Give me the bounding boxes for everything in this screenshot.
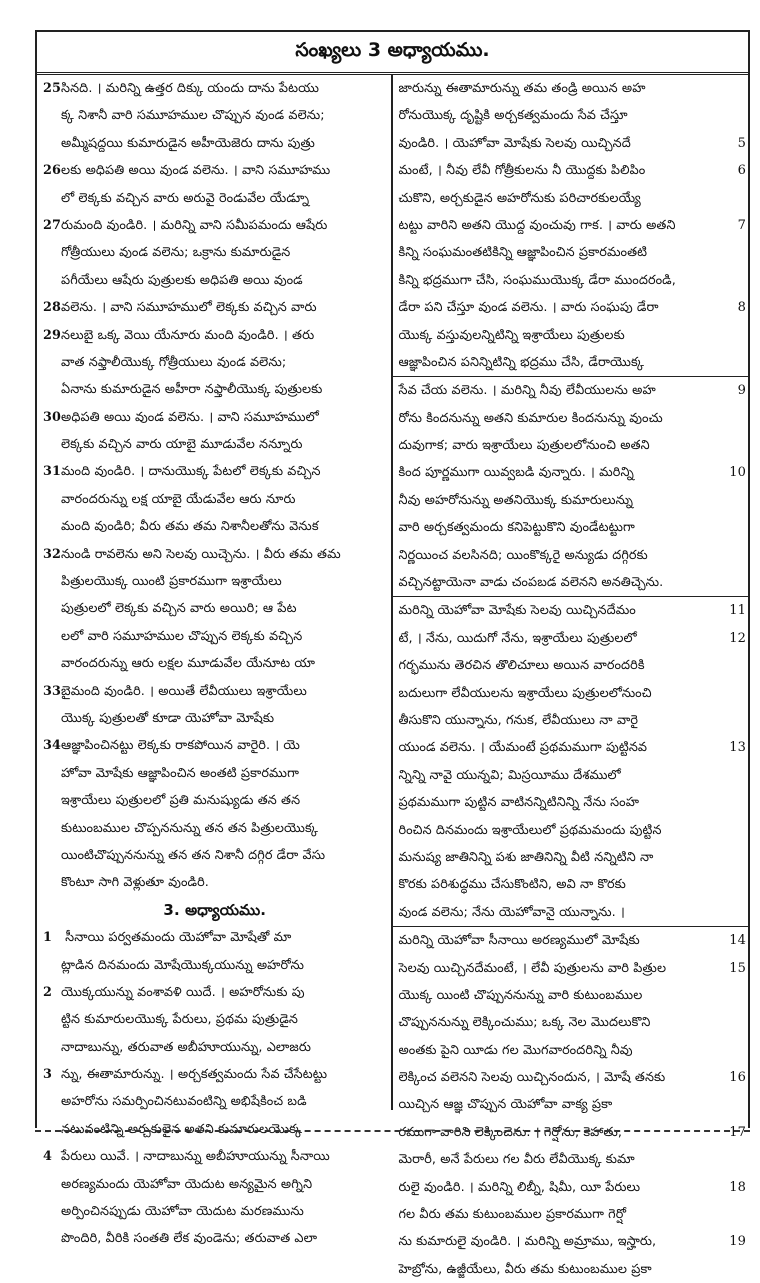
line-text: ఆజ్ఞాపించినట్టు లెక్కకు రాకపోయిన వారైరి. । యె <box>61 738 300 754</box>
line-text: కిన్ని సంఘమంతటికిన్ని ఆజ్ఞాపించిన ప్రకారమంతటి <box>398 245 648 261</box>
right-text-line <box>393 376 749 404</box>
right-text-line <box>393 817 749 844</box>
right-text-line <box>393 130 749 157</box>
line-text: నటువంటిన్ని అర్చకులైన అతని కుమారులయొక్క <box>61 1121 303 1137</box>
right-text-line <box>393 762 749 789</box>
right-text-line <box>393 1009 749 1036</box>
left-text-line <box>37 1034 391 1061</box>
line-text: మెరారీ, అనే పేరులు గల వీరు లేవీయొక్క కుమా <box>398 1152 635 1168</box>
right-text-line <box>393 405 749 432</box>
line-text: నాదాబున్ను, తరువాత అబీహూయున్ను, ఎలాజరు <box>61 1039 311 1055</box>
line-text: నుండి రావలెను అని సెలవు యిచ్చెను. । వీరు తమ తమ <box>61 546 341 562</box>
left-text-line <box>37 75 391 102</box>
verse-number: 15 <box>729 960 746 976</box>
line-text: పుత్రులలో లెక్కకు వచ్చిన వారు అయిరి; ఆ పేట <box>61 601 297 617</box>
line-text: యొక్క పుత్రులతో కూడా యెహోవా మోషేకు <box>61 710 275 726</box>
line-text: అర్పించినప్పుడు యెహోవా యెదుట మరణమును <box>61 1204 304 1220</box>
left-text-line <box>37 239 391 266</box>
line-text: న్ను, ఈతామారున్ను. । అర్చకత్వమందు సేవ చేసేటట్టు <box>61 1067 328 1083</box>
line-text: వారి అర్చకత్వమందు కనిపెట్టుకొని వుండేటట్టుగా <box>398 520 635 536</box>
right-text-line <box>393 955 749 982</box>
line-text: ట్లాడిన దినమందు మోషేయొక్కయున్ను అహరోను <box>61 957 305 973</box>
right-text-line <box>393 1146 749 1173</box>
line-text: పగీయేలు ఆషేరు పుత్రులకు అధిపతి అయి వుండ <box>61 272 303 288</box>
right-text-line <box>393 899 749 926</box>
right-text-line <box>393 157 749 184</box>
right-text-line <box>393 185 749 212</box>
line-text: టే, । నేను, యిదుగో నేను, ఇశ్రాయేలు పుత్రులలో <box>398 630 637 646</box>
left-text-line <box>37 458 391 485</box>
left-text-line <box>37 1006 391 1033</box>
right-text-line <box>393 459 749 486</box>
line-text: నీవు అహరోనున్ను అతనియొక్క కుమారులున్ను <box>398 492 634 508</box>
right-text-line <box>393 1037 749 1064</box>
verse-number: 6 <box>737 163 746 179</box>
line-text: వుండ వలెను; నేను యెహోవానై యున్నాను. । <box>398 904 625 920</box>
verse-number: 18 <box>729 1179 746 1195</box>
line-text: మంటే, । నీవు లేవీ గోత్రీకులను నీ యొద్దకు పిలిపిం <box>398 163 646 179</box>
verse-number: 19 <box>729 1234 746 1250</box>
line-text: గోత్రీయులు వుండ వలెను; ఒక్రాను కుమారుడైన <box>61 245 291 261</box>
line-text: కొరకు పరిశుద్ధము చేసుకొంటిని, అవి నా కొరకు <box>398 877 626 893</box>
verse-number: 9 <box>737 383 746 399</box>
verse-number: 14 <box>729 933 746 949</box>
line-text: అరణ్యమందు యెహోవా యెదుట అన్యమైన అగ్నిని <box>61 1176 313 1192</box>
line-text: పేరులు యివే. । నాదాబున్ను అబీహూయున్ను సీనాయి <box>61 1149 330 1165</box>
line-text: గల వీరు తమ కుటుంబముల ప్రకారముగా గెర్షో <box>398 1207 627 1223</box>
line-text: అధిపతి అయి వుండ వలెను. । వాని సమూహములో <box>61 409 319 425</box>
right-text-line <box>393 322 749 349</box>
left-text-line <box>37 1225 391 1252</box>
right-text-line <box>393 1201 749 1228</box>
verse-number: 30 <box>43 409 62 425</box>
left-text-line <box>37 650 391 677</box>
left-text-line <box>37 157 391 184</box>
chapter-heading <box>37 897 391 924</box>
line-text: యొక్కయున్ను వంశావళి యిదే. । అహరోనుకు పు <box>61 984 305 1000</box>
line-text: ఏనాను కుమారుడైన అహీరా నఫ్తాలీయొక్క పుత్రులకు <box>61 382 323 398</box>
line-text: యిచ్చిన ఆజ్ఞ చొప్పున యెహోవా వాక్య ప్రకా <box>398 1097 613 1113</box>
verse-number: 29 <box>43 327 62 343</box>
right-text-line <box>393 982 749 1009</box>
left-text-line <box>37 376 391 403</box>
line-text: ను కుమారులై వుండిరి. । మరిన్ని అమ్రాము, ఇస్హారు, <box>398 1234 657 1250</box>
line-text: క్క నిశానీ వారి సమూహముల చొప్పున వుండ వలెను; <box>61 108 325 124</box>
line-text: మంది వుండిరి; వీరు తమ తమ నిశానీలతోను వెనుక <box>61 519 319 535</box>
line-text: లో లెక్కకు వచ్చిన వారు అరువై రెండువేల యేడ్నూ <box>61 190 310 206</box>
right-text-line <box>393 871 749 898</box>
verse-number: 32 <box>43 546 62 562</box>
right-text-line <box>393 1256 749 1283</box>
left-text-line <box>37 102 391 129</box>
line-text: రముగా వారిని లెక్కించెను. । గెర్షోను, కెహాతు, <box>398 1124 623 1140</box>
left-text-line <box>37 732 391 759</box>
left-text-line <box>37 322 391 349</box>
right-text-line <box>393 239 749 266</box>
left-text-line <box>37 787 391 814</box>
line-text: నిర్ణయించ వలసినది; యింకొక్కరై అన్యుడు దగ్గిరకు <box>398 547 648 563</box>
line-text: వారందరున్ను ఆరు లక్షల మూడువేల యేనూట యా <box>61 656 316 672</box>
line-text: యింటిచొప్పుననున్ను తన తన నిశానీ దగ్గిర డేరా వేసు <box>61 847 326 863</box>
line-text: టట్టు వారిని అతని యొద్ద వుంచువు గాక. । వారు అతని <box>398 217 676 233</box>
right-text-line <box>393 734 749 761</box>
right-text-line <box>393 596 749 624</box>
bottom-rule <box>35 1130 750 1132</box>
line-text: రించిన దినమందు ఇశ్రాయేలులో ప్రథమమందు పుట్టిన <box>398 822 662 838</box>
left-text-line <box>37 130 391 157</box>
line-text: తీసుకొని యున్నాను, గనుక, లేవీయులు నా వారై <box>398 712 639 728</box>
line-text: ఆజ్ఞాపించిన పనిన్నిటిన్ని భద్రము చేసి, డేరాయొక్క <box>398 354 644 370</box>
verse-number: 17 <box>729 1124 746 1140</box>
line-text: రులై వుండిరి. । మరిన్ని లిబ్నీ, షిమీ, యీ పేరులు <box>398 1179 641 1195</box>
verse-number: 7 <box>737 217 746 233</box>
left-text-line <box>37 952 391 979</box>
line-text: అమ్మీషద్దయి కుమారుడైన అహీయెజెరు దాను పుత్రు <box>61 135 315 151</box>
line-text: అంతకు పైని యీడు గల మొగవారందరిన్ని నీవు <box>398 1042 633 1058</box>
right-text-line <box>393 102 749 129</box>
page-title: సంఖ్యలు 3 అధ్యాయము. <box>295 38 490 61</box>
verse-number: 25 <box>43 81 62 96</box>
chapter-heading-text: 3. అధ్యాయము. <box>163 900 267 919</box>
line-text: పిత్రులయొక్క యింటి ప్రకారముగా ఇశ్రాయేలు <box>61 574 282 590</box>
verse-number: 12 <box>729 630 746 646</box>
verse-number: 2 <box>43 984 53 1000</box>
line-text: లెక్కకు వచ్చిన వారు యాబై మూడువేల నన్నూరు <box>61 437 303 453</box>
left-text-line <box>37 541 391 568</box>
left-text-line <box>37 924 391 951</box>
line-text: వారందరున్ను లక్ష యాబై యేడువేల ఆరు నూరు <box>61 491 296 507</box>
right-text-line <box>393 1174 749 1201</box>
line-text: బైమంది వుండిరి. । అయితే లేవీయులు ఇశ్రాయేలు <box>61 683 307 699</box>
line-text: మరిన్ని యెహోవా మోషేకు సెలవు యిచ్చినదేమం <box>398 603 636 619</box>
right-text-line <box>393 294 749 321</box>
line-text: గర్భమును తెరచిన తొలిచూలు అయిన వారందరికి <box>398 658 645 674</box>
verse-number: 10 <box>729 465 746 481</box>
right-column <box>393 75 749 1277</box>
verse-number: 13 <box>729 740 746 756</box>
line-text: సేవ చేయ వలెను. । మరిన్ని నీవు లేవీయులను అహ <box>398 383 656 399</box>
line-text: రోనుయొక్క దృష్టికి అర్చకత్వమందు సేవ చేస్తూ <box>398 108 628 124</box>
left-text-line <box>37 185 391 212</box>
left-text-line <box>37 1171 391 1198</box>
right-text-line <box>393 707 749 734</box>
right-text-line <box>393 514 749 541</box>
left-text-line <box>37 212 391 239</box>
right-text-line <box>393 212 749 239</box>
text-columns <box>37 75 748 1277</box>
right-text-line <box>393 487 749 514</box>
line-text: కుటుంబముల చొప్పననున్ను తన తన పిత్రులయొక్క <box>61 820 318 836</box>
line-text: జారున్ను ఈతామారున్ను తమ తండ్రి అయిన అహ <box>398 81 646 96</box>
line-text: లెక్కించ వలెనని సెలవు యిచ్చినందున, । మోషే తనకు <box>398 1070 666 1086</box>
verse-number: 1 <box>43 930 53 946</box>
line-text: మనుష్య జాతినిన్ని పశు జాతినిన్ని వీటి నన్నిటిని నా <box>398 849 654 865</box>
verse-number: 33 <box>43 683 62 699</box>
line-text: సీనాయి పర్వతమందు యెహోవా మోషేతో మా <box>61 930 292 946</box>
right-text-line <box>393 1228 749 1255</box>
left-text-line <box>37 869 391 896</box>
line-text: అహరోను సమర్పించినటువంటిన్ని అభిషేకించ బడి <box>61 1094 307 1110</box>
left-text-line <box>37 431 391 458</box>
left-text-line <box>37 294 391 321</box>
left-text-line <box>37 760 391 787</box>
line-text: వలెను. । వాని సమూహములో లెక్కకు వచ్చిన వారు <box>61 300 317 316</box>
verse-number: 31 <box>43 464 62 480</box>
right-text-line <box>393 926 749 954</box>
right-text-line <box>393 75 749 102</box>
left-text-line <box>37 678 391 705</box>
left-text-line <box>37 1088 391 1115</box>
right-text-line <box>393 432 749 459</box>
left-text-line <box>37 349 391 376</box>
line-text: వుండిరి. । యెహోవా మోషేకు సెలవు యిచ్చినదే <box>398 135 631 151</box>
verse-number: 3 <box>43 1067 53 1083</box>
right-text-line <box>393 652 749 679</box>
line-text: యొక్క యింటి చొప్పుననున్ను వారి కుటుంబముల <box>398 987 643 1003</box>
line-text: నలుబై ఒక్క వెయి యేనూరు మంది వుండిరి. । తరు <box>61 327 315 343</box>
left-text-line <box>37 842 391 869</box>
left-text-line <box>37 595 391 622</box>
left-text-line <box>37 623 391 650</box>
right-text-line <box>393 349 749 376</box>
line-text: బదులుగా లేవీయులను ఇశ్రాయేలు పుత్రులలోనుంచి <box>398 685 652 701</box>
line-text: ప్రథమముగా పుట్టిన వాటినన్నిటినిన్ని నేను సంహ <box>398 795 640 811</box>
verse-number: 28 <box>43 300 62 316</box>
line-text: యొక్క వస్తువులన్నిటిన్ని ఇశ్రాయేలు పుత్రులకు <box>398 327 625 343</box>
left-text-line <box>37 404 391 431</box>
right-text-line <box>393 680 749 707</box>
page-header <box>37 32 748 75</box>
line-text: కొంటూ సాగి వెళ్లుతూ వుండిరి. <box>61 875 209 891</box>
right-text-line <box>393 569 749 596</box>
line-text: ఇశ్రాయేలు పుత్రులలో ప్రతి మనుష్యుడు తన తన <box>61 793 301 809</box>
line-text: సెలవు యిచ్చినదేమంటే, । లేవీ పుత్రులను వారి పిత్రుల <box>398 960 667 976</box>
line-text: హెబ్రోను, ఉజ్జీయేలు, వీరు తమ కుటుంబముల ప్రకా <box>398 1261 652 1277</box>
line-text: డేరా పని చేస్తూ వుండ వలెను. । వారు సంఘపు డేరా <box>398 300 659 316</box>
line-text: లకు అధిపతి అయి వుండ వలెను. । వాని సమూహము <box>61 163 331 179</box>
line-text: యుండ వలెను. । యేమంటే ప్రథమముగా పుట్టినవ <box>398 740 648 756</box>
left-text-line <box>37 815 391 842</box>
right-text-line <box>393 542 749 569</box>
verse-number: 8 <box>737 300 746 316</box>
right-text-line <box>393 1064 749 1091</box>
line-text: దువుగాక; వారు ఇశ్రాయేలు పుత్రులలోనుంచి అతని <box>398 438 650 454</box>
verse-number: 11 <box>729 603 746 619</box>
verse-number: 16 <box>729 1070 746 1086</box>
line-text: మరిన్ని యెహోవా సీనాయి అరణ్యములో మోషేకు <box>398 933 640 949</box>
left-text-line <box>37 267 391 294</box>
left-text-line <box>37 1143 391 1170</box>
left-column <box>37 75 393 1247</box>
line-text: రుమంది వుండిరి. । మరిన్ని వాని సమీపమందు ఆషేరు <box>61 217 328 233</box>
page-frame <box>35 30 750 1277</box>
left-text-line <box>37 568 391 595</box>
verse-number: 5 <box>737 135 746 151</box>
left-text-line <box>37 1198 391 1225</box>
line-text: చుకొని, అర్చకుడైన అహరోనుకు పరిచారకులయ్యే <box>398 190 641 206</box>
line-text: కింద పూర్ణముగా యివ్వబడి వున్నారు. । మరిన్ని <box>398 465 634 481</box>
left-text-line <box>37 1061 391 1088</box>
line-text: చొప్పుననున్ను లెక్కించుము; ఒక్క నెల మొదలుకొని <box>398 1015 651 1031</box>
verse-number: 34 <box>43 738 62 754</box>
line-text: వాత నఫ్తాలీయొక్క గోత్రీయులు వుండ వలెను; <box>61 354 287 370</box>
line-text: హోవా మోషేకు ఆజ్ఞాపించిన అంతటి ప్రకారముగా <box>61 765 299 781</box>
line-text: లలో వారి సమూహముల చొప్పున లెక్కకు వచ్చిన <box>61 628 303 644</box>
right-text-line <box>393 625 749 652</box>
verse-number: 4 <box>43 1149 53 1165</box>
line-text: పొందిరి, వీరికి సంతతి లేక వుండెను; తరువాత ఎలా <box>61 1231 318 1247</box>
left-text-line <box>37 979 391 1006</box>
line-text: వచ్చినట్టాయెనా వాడు చంపబడ వలెనని అనతిచ్చెను. <box>398 575 664 591</box>
left-text-line <box>37 705 391 732</box>
line-text: మంది వుండిరి. । దానుయొక్క పేటలో లెక్కకు వచ్చిన <box>61 464 321 480</box>
line-text: ట్టిన కుమారులయొక్క పేరులు, ప్రథమ పుత్రుడైన <box>61 1012 298 1028</box>
line-text: కిన్ని భద్రముగా చేసి, సంఘముయొక్క డేరా ముందరండి, <box>398 272 676 288</box>
verse-number: 26 <box>43 163 62 179</box>
right-text-line <box>393 844 749 871</box>
right-text-line <box>393 789 749 816</box>
right-text-line <box>393 267 749 294</box>
left-text-line <box>37 513 391 540</box>
left-text-line <box>37 486 391 513</box>
line-text: రోను కిందనున్ను అతని కుమారుల కిందనున్ను వుంచు <box>398 410 663 426</box>
line-text: న్నిన్ని నావై యున్నవి; మిస్రయీము దేశములో <box>398 767 621 783</box>
verse-number: 27 <box>43 217 62 233</box>
right-text-line <box>393 1119 749 1146</box>
right-text-line <box>393 1091 749 1118</box>
line-text: సినది. । మరిన్ని ఉత్తర దిక్కు యందు దాను పేటయు <box>61 81 320 96</box>
